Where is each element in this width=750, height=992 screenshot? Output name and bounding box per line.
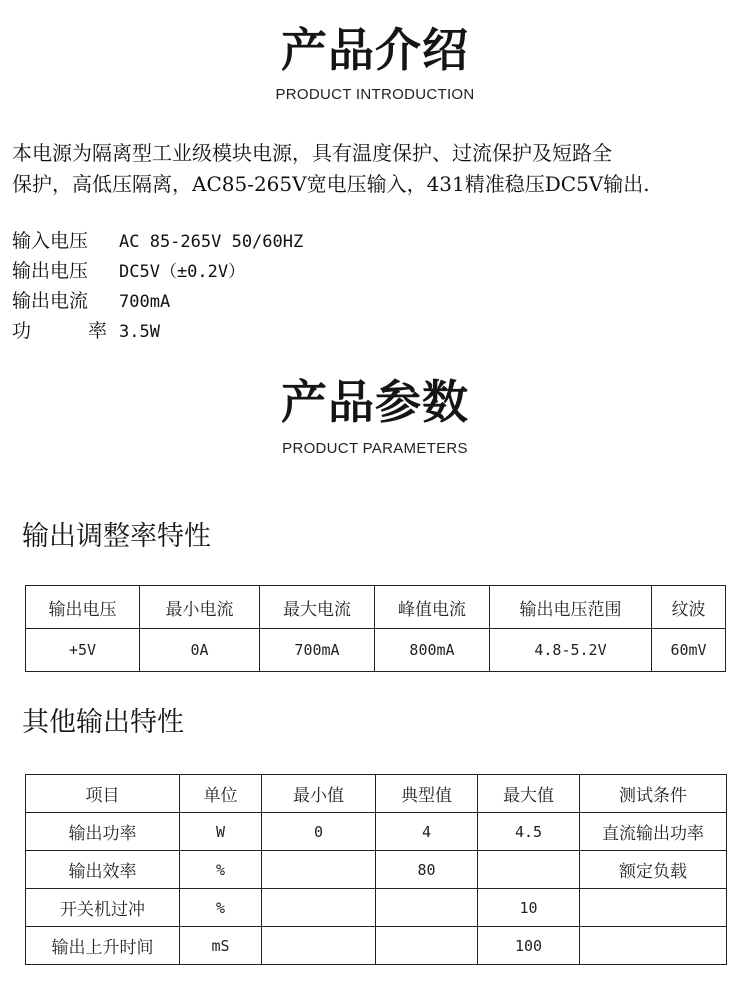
table-cell: mS [180,927,262,965]
spec-row-output-voltage [12,256,742,286]
intro-paragraph-line: 本电源为隔离型工业级模块电源，具有温度保护、过流保护及短路全 [12,141,612,165]
spec-value: 700mA [119,292,171,312]
header-cell: 纹波 [652,586,726,629]
intro-paragraph [12,138,742,200]
table-cell: 800mA [375,629,490,672]
intro-subtitle: PRODUCT INTRODUCTION [275,86,475,103]
table-cell: 0 [262,813,376,851]
spec-row-input-voltage [12,226,742,256]
spec-label: 输出电压 [12,260,89,282]
table-cell: +5V [26,629,140,672]
params-subtitle: PRODUCT PARAMETERS [282,440,468,457]
header-cell: 最小电流 [140,586,260,629]
table-cell: 60mV [652,629,726,672]
table-cell: 4.5 [478,813,580,851]
table-row [26,851,727,889]
table-cell: W [180,813,262,851]
table-cell [262,927,376,965]
table-cell: % [180,889,262,927]
table-cell [376,927,478,965]
table-cell [580,927,727,965]
other-output-heading: 其他输出特性 [22,707,184,738]
spec-value: DC5V（±0.2V） [119,262,246,282]
regulation-table [25,585,726,672]
table-cell: 4 [376,813,478,851]
other-output-table [25,774,727,965]
table-cell: 0A [140,629,260,672]
table-cell: 直流输出功率 [580,813,727,851]
table-row [26,889,727,927]
spec-row-output-current [12,286,742,316]
table-cell [580,889,727,927]
intro-title: 产品介绍 [281,23,469,77]
table-cell [262,851,376,889]
table-cell: 开关机过冲 [26,889,180,927]
table-cell: 10 [478,889,580,927]
table-cell [262,889,376,927]
table-cell: 输出功率 [26,813,180,851]
header-cell: 最大电流 [260,586,375,629]
spec-row-power [12,316,742,346]
header-cell: 单位 [180,775,262,813]
header-cell: 典型值 [376,775,478,813]
table-cell: 80 [376,851,478,889]
header-cell: 峰值电流 [375,586,490,629]
header-cell: 项目 [26,775,180,813]
table-cell: 输出效率 [26,851,180,889]
table-cell: 700mA [260,629,375,672]
table-cell: 输出上升时间 [26,927,180,965]
regulation-heading: 输出调整率特性 [22,521,211,552]
table-cell: 4.8-5.2V [490,629,652,672]
table-cell [376,889,478,927]
table-row [26,813,727,851]
spec-label: 功率 [12,320,107,342]
intro-paragraph-line: 保护，高低压隔离，AC85-265V宽电压输入，431精准稳压DC5V输出. [12,172,650,196]
spec-label: 输入电压 [12,230,89,252]
header-cell: 最小值 [262,775,376,813]
table-cell [478,851,580,889]
header-cell: 最大值 [478,775,580,813]
table-header-row [26,775,727,813]
spec-value: 3.5W [119,322,160,342]
table-header-row [26,586,726,629]
header-cell: 输出电压范围 [490,586,652,629]
params-title: 产品参数 [281,375,469,429]
table-cell: % [180,851,262,889]
table-cell: 额定负载 [580,851,727,889]
spec-value: AC 85-265V 50/60HZ [119,232,304,252]
header-cell: 输出电压 [26,586,140,629]
table-cell: 100 [478,927,580,965]
table-row [26,629,726,672]
spec-label: 输出电流 [12,290,89,312]
header-cell: 测试条件 [580,775,727,813]
table-row [26,927,727,965]
spec-list [12,226,742,346]
